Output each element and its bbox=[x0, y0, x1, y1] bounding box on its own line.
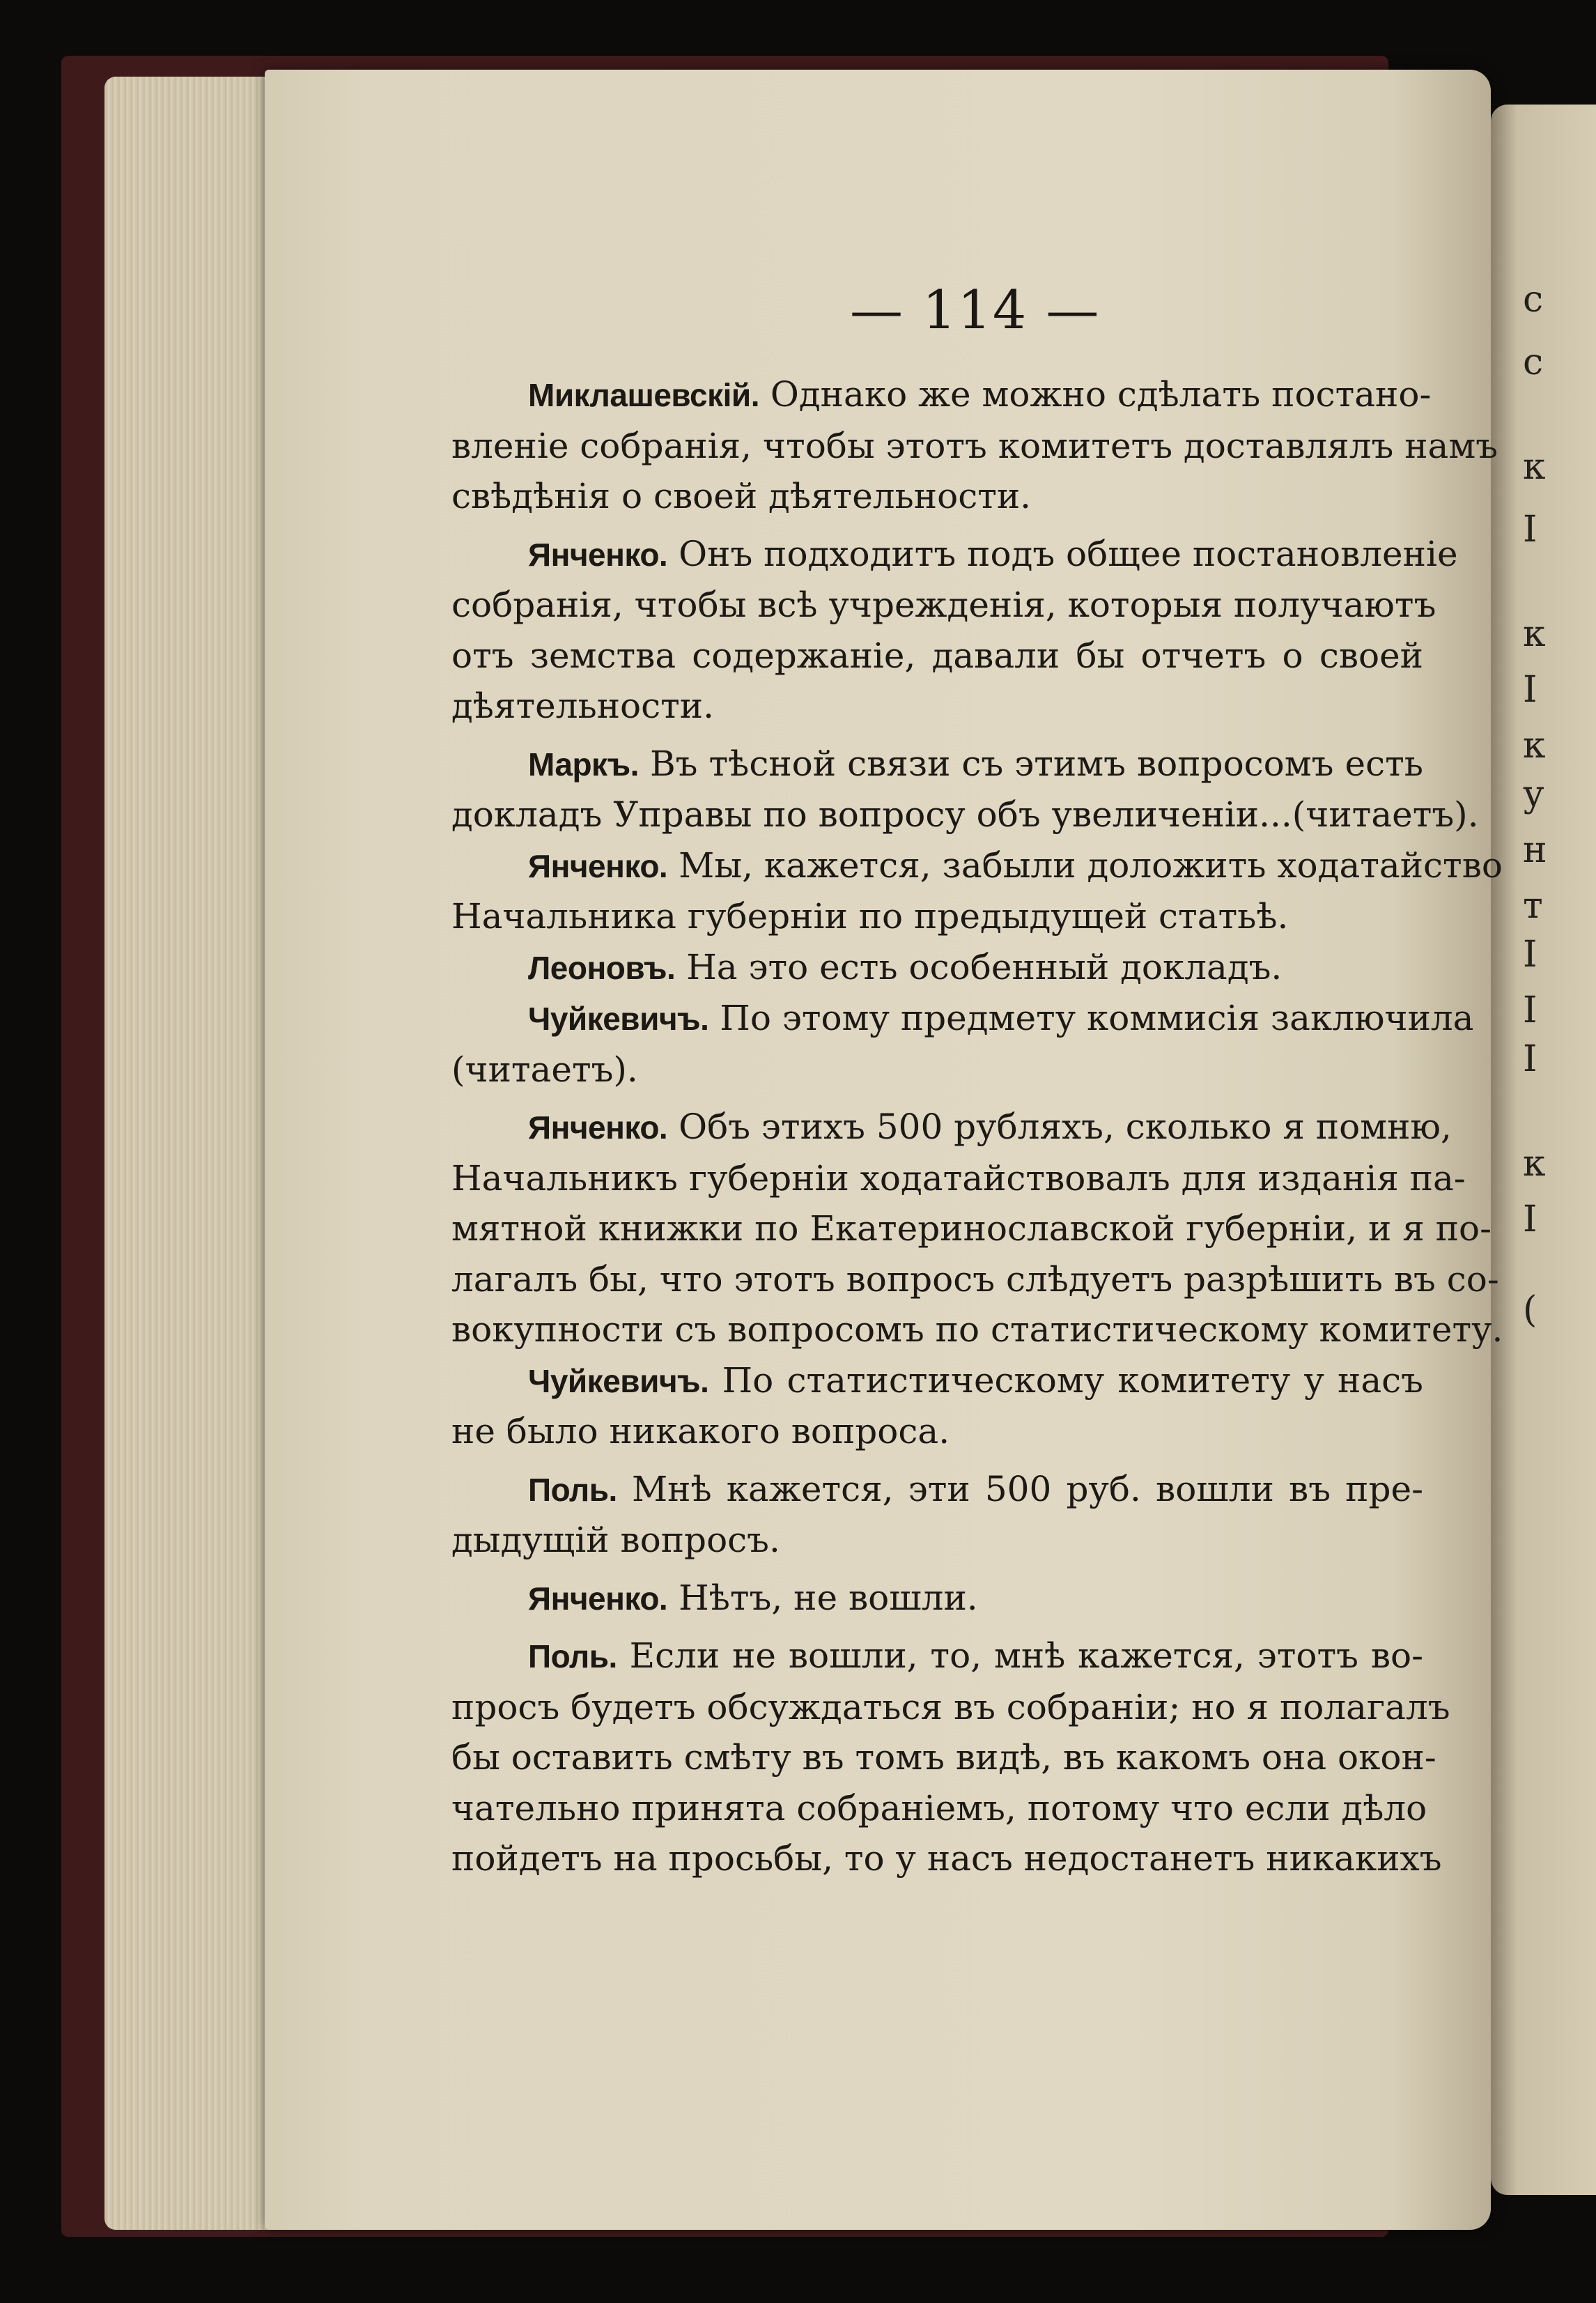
next-page-glyph: с bbox=[1523, 279, 1544, 321]
next-page-edge bbox=[1491, 105, 1596, 2195]
speaker-name: Поль. bbox=[528, 1471, 617, 1508]
text-line bbox=[451, 1573, 1423, 1624]
line-text: вокупности съ вопросомъ по статистическому комитету. bbox=[451, 1309, 1503, 1350]
next-page-glyph: с bbox=[1523, 341, 1544, 383]
line-text: Нѣтъ, не вошли. bbox=[679, 1577, 978, 1618]
text-line bbox=[451, 1406, 1423, 1457]
text-line bbox=[451, 1254, 1499, 1305]
next-page-glyph: к bbox=[1523, 725, 1546, 767]
speaker-name: Чуйкевичъ. bbox=[528, 1001, 709, 1037]
text-line bbox=[451, 1304, 1503, 1355]
line-text: Объ этихъ 500 рубляхъ, сколько я помню, bbox=[679, 1107, 1452, 1147]
text-line bbox=[451, 1833, 1442, 1884]
line-text: вленіе собранія, чтобы этотъ комитетъ доставлялъ намъ bbox=[451, 425, 1498, 466]
line-text: Мнѣ кажется, эти 500 руб. вошли въ пре- bbox=[631, 1468, 1423, 1509]
paragraph bbox=[451, 1631, 1450, 1884]
text-line bbox=[451, 1682, 1450, 1733]
paragraph bbox=[451, 369, 1498, 522]
next-page-glyph: у bbox=[1523, 773, 1544, 815]
next-page-glyph: I bbox=[1523, 509, 1537, 550]
text-line bbox=[451, 993, 1474, 1045]
text-line bbox=[451, 739, 1423, 790]
text-line bbox=[451, 942, 1423, 994]
next-page-glyph: I bbox=[1523, 1199, 1537, 1240]
line-text: мятной книжки по Екатеринославской губерніи, и я по- bbox=[451, 1208, 1492, 1249]
page-number: — 114 — bbox=[850, 279, 1101, 341]
text-line bbox=[451, 1464, 1423, 1516]
paragraph bbox=[451, 1355, 1423, 1457]
speaker-name: Янченко. bbox=[528, 847, 668, 884]
page-text bbox=[451, 369, 1503, 1884]
speaker-name: Чуйкевичъ. bbox=[528, 1362, 709, 1399]
speaker-name: Янченко. bbox=[528, 1580, 668, 1617]
next-page-glyph: т bbox=[1523, 885, 1543, 927]
paragraph bbox=[451, 942, 1423, 994]
paragraph bbox=[451, 1102, 1503, 1355]
text-line bbox=[451, 681, 1423, 732]
next-page-glyph: I bbox=[1523, 669, 1537, 711]
text-line bbox=[451, 1783, 1427, 1834]
speaker-name: Маркъ. bbox=[528, 746, 639, 783]
line-text: Начальника губерніи по предыдущей статьѣ. bbox=[451, 896, 1289, 937]
text-line bbox=[451, 790, 1479, 840]
next-page-glyph: н bbox=[1523, 829, 1547, 871]
line-text: (читаетъ). bbox=[451, 1049, 638, 1090]
paragraph bbox=[451, 1464, 1423, 1566]
line-text: чательно принята собраніемъ, потому что если дѣло bbox=[451, 1787, 1427, 1828]
text-line bbox=[451, 1515, 1423, 1566]
line-text: Въ тѣсной связи съ этимъ вопросомъ есть bbox=[649, 743, 1423, 784]
line-text: собранія, чтобы всѣ учрежденія, которыя получаютъ bbox=[451, 585, 1436, 625]
paragraph bbox=[451, 529, 1458, 732]
next-page-glyph: ( bbox=[1523, 1289, 1537, 1331]
line-text: Онъ подходитъ подъ общее постановленіе bbox=[679, 533, 1458, 574]
text-line bbox=[451, 840, 1503, 892]
line-text: дыдущій вопросъ. bbox=[451, 1520, 780, 1560]
line-text: Начальникъ губерніи ходатайствовалъ для изданія па- bbox=[451, 1157, 1466, 1199]
text-line bbox=[451, 1203, 1492, 1254]
text-line bbox=[451, 891, 1423, 942]
paragraph bbox=[451, 840, 1503, 942]
line-text: Если не вошли, то, мнѣ кажется, этотъ во- bbox=[629, 1635, 1423, 1676]
line-text: лагалъ бы, что этотъ вопросъ слѣдуетъ разрѣшить въ со- bbox=[451, 1258, 1499, 1300]
line-text: бы оставить смѣту въ томъ видѣ, въ какомъ она окон- bbox=[451, 1737, 1436, 1778]
next-page-glyph: I bbox=[1523, 1038, 1537, 1080]
speaker-name: Поль. bbox=[528, 1638, 617, 1674]
line-text: Мы, кажется, забыли доложить ходатайство bbox=[679, 845, 1503, 886]
paragraph bbox=[451, 993, 1474, 1095]
next-page-glyph: к bbox=[1523, 1143, 1546, 1185]
line-text: дѣятельности. bbox=[451, 686, 715, 726]
speaker-name: Янченко. bbox=[528, 536, 668, 573]
text-line bbox=[451, 1153, 1466, 1204]
text-line bbox=[451, 421, 1498, 472]
page-edges bbox=[104, 77, 272, 2230]
next-page-glyph: I bbox=[1523, 989, 1537, 1031]
next-page-glyph: к bbox=[1523, 446, 1546, 488]
line-text: По статистическому комитету у насъ bbox=[722, 1360, 1423, 1401]
line-text: свѣдѣнія о своей дѣятельности. bbox=[451, 476, 1032, 516]
text-line bbox=[451, 471, 1423, 522]
line-text: отъ земства содержаніе, давали бы отчетъ о своей bbox=[451, 635, 1423, 676]
speaker-name: Леоновъ. bbox=[528, 949, 676, 986]
text-line bbox=[451, 369, 1432, 421]
line-text: не было никакого вопроса. bbox=[451, 1411, 950, 1451]
line-text: просъ будетъ обсуждаться въ собраніи; но я полагалъ bbox=[451, 1686, 1450, 1727]
next-page-glyph: к bbox=[1523, 613, 1546, 655]
paragraph bbox=[451, 1573, 1423, 1624]
line-text: По этому предмету коммисія заключила bbox=[720, 998, 1474, 1038]
line-text: Однако же можно сдѣлать постано- bbox=[770, 374, 1432, 415]
text-line bbox=[451, 1732, 1436, 1783]
text-line bbox=[451, 529, 1458, 580]
text-line bbox=[451, 1355, 1423, 1407]
next-page-glyph: I bbox=[1523, 934, 1537, 976]
text-line bbox=[451, 1045, 1423, 1095]
text-line bbox=[451, 580, 1436, 631]
paragraph bbox=[451, 739, 1479, 840]
speaker-name: Миклашевскій. bbox=[528, 377, 759, 413]
text-line bbox=[451, 631, 1423, 681]
text-line bbox=[451, 1631, 1423, 1682]
line-text: докладъ Управы по вопросу объ увеличеніи...(читаетъ). bbox=[451, 794, 1479, 835]
line-text: На это есть особенный докладъ. bbox=[686, 946, 1283, 987]
speaker-name: Янченко. bbox=[528, 1109, 668, 1146]
text-line bbox=[451, 1102, 1452, 1153]
line-text: пойдетъ на просьбы, то у насъ недостанетъ никакихъ bbox=[451, 1838, 1442, 1879]
